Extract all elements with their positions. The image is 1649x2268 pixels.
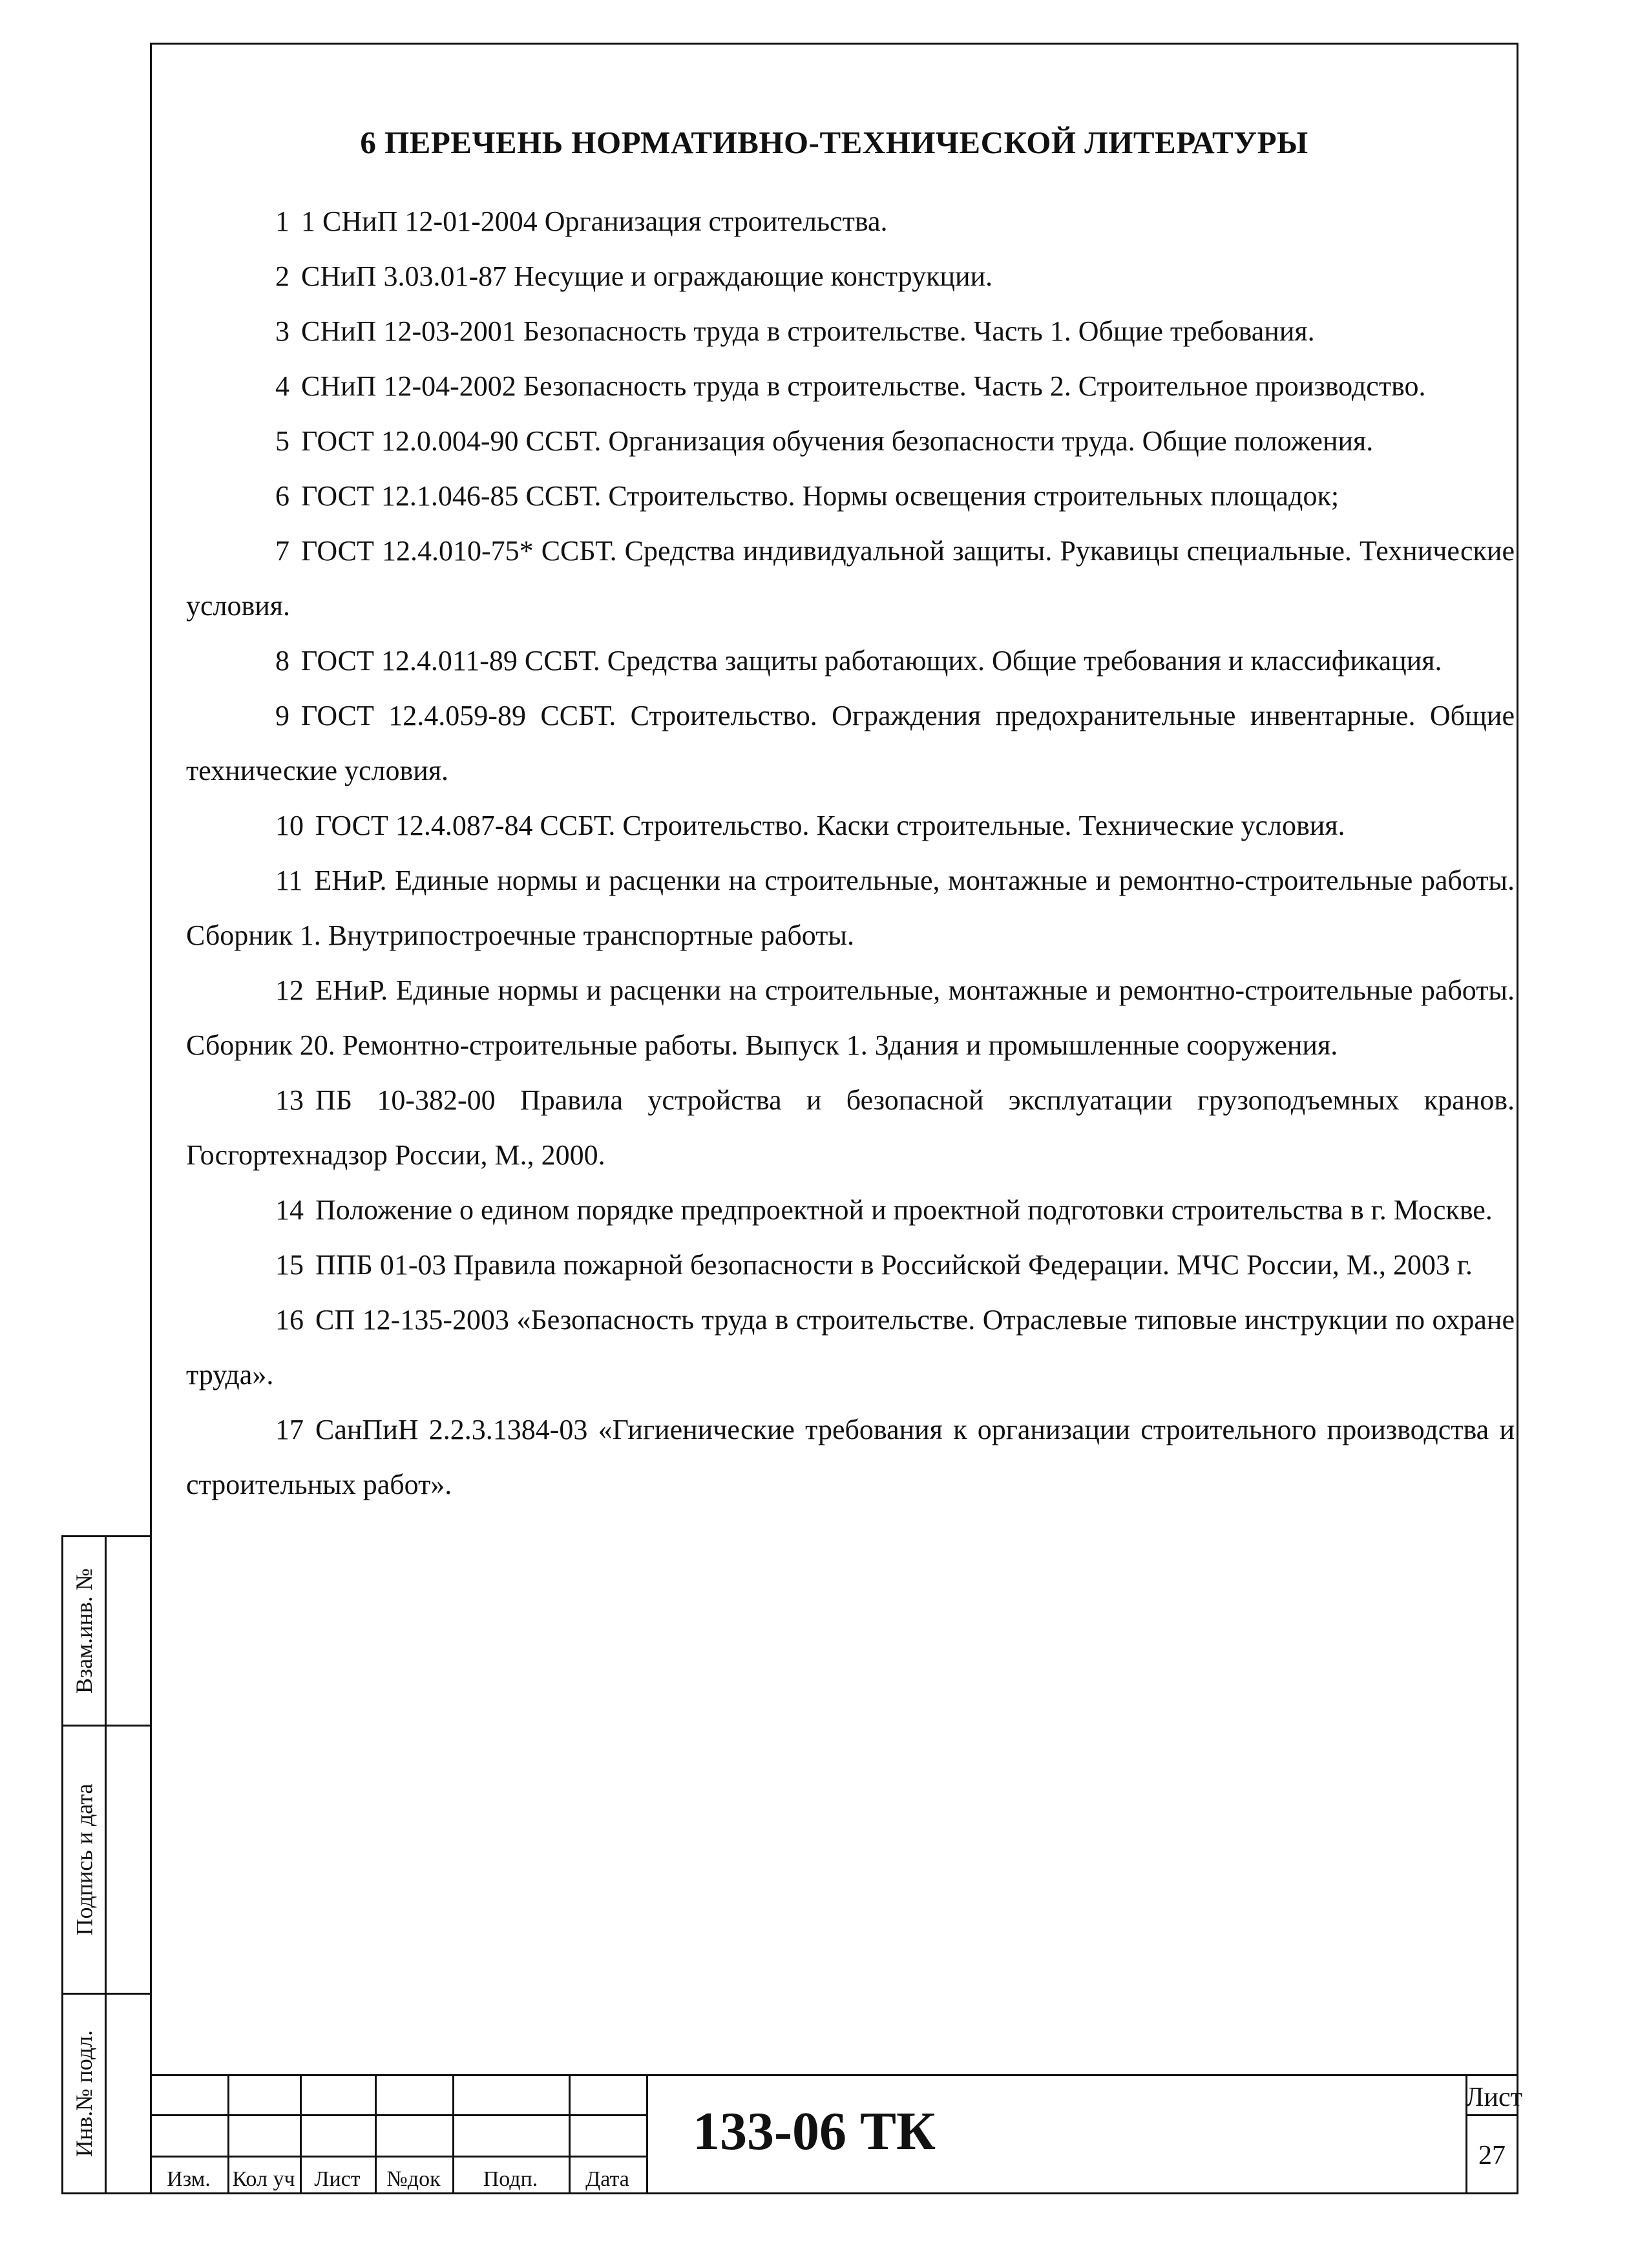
reference-item bbox=[186, 523, 1515, 633]
reference-item bbox=[186, 194, 1515, 249]
reference-item bbox=[186, 304, 1515, 359]
reference-number: 5 bbox=[275, 425, 289, 457]
reference-item bbox=[186, 798, 1515, 853]
reference-text: ГОСТ 12.4.087-84 ССБТ. Строительство. Каски строительные. Технические условия. bbox=[315, 810, 1345, 841]
stamp-original-inventory bbox=[61, 1993, 150, 2194]
reference-item bbox=[186, 853, 1515, 963]
stamp-replaced-inventory bbox=[61, 1535, 150, 1727]
header-date: Дата bbox=[585, 2167, 629, 2191]
stamp-value-cell bbox=[105, 1727, 150, 1993]
reference-number: 7 bbox=[275, 535, 289, 567]
reference-text: ЕНиР. Единые нормы и расценки на строительные, монтажные и ремонтно-строительные работы. Сборник 1. Внутрипостроечные транспортные работы. bbox=[186, 865, 1515, 951]
reference-item bbox=[186, 1073, 1515, 1182]
reference-item bbox=[186, 1292, 1515, 1402]
stamp-value-cell bbox=[105, 1995, 150, 2192]
reference-number: 3 bbox=[275, 315, 289, 347]
header-sheet: Лист bbox=[314, 2167, 361, 2191]
reference-number: 10 bbox=[275, 810, 304, 841]
reference-number: 9 bbox=[275, 700, 289, 731]
reference-text: СП 12-135-2003 «Безопасность труда в строительстве. Отраслевые типовые инструкции по охране труда». bbox=[186, 1304, 1515, 1391]
reference-number: 17 bbox=[275, 1414, 304, 1445]
reference-item bbox=[186, 688, 1515, 798]
header-doc-number: №док bbox=[386, 2167, 441, 2191]
stamp-signature-date bbox=[61, 1725, 150, 1995]
reference-text: СНиП 12-04-2002 Безопасность труда в строительстве. Часть 2. Строительное производство. bbox=[301, 370, 1426, 402]
stamp-label: Взам.инв. № bbox=[71, 1568, 97, 1694]
reference-text: ППБ 01-03 Правила пожарной безопасности в Российской Федерации. МЧС России, М., 2003 г. bbox=[315, 1249, 1473, 1281]
reference-number: 2 bbox=[275, 260, 289, 292]
reference-number: 15 bbox=[275, 1249, 304, 1281]
reference-number: 12 bbox=[275, 974, 304, 1006]
stamp-label: Инв.№ подл. bbox=[71, 2030, 97, 2158]
reference-text: ГОСТ 12.1.046-85 ССБТ. Строительство. Нормы освещения строительных площадок; bbox=[301, 480, 1339, 512]
reference-item bbox=[186, 414, 1515, 468]
reference-list bbox=[186, 194, 1515, 1512]
reference-text: СанПиН 2.2.3.1384-03 «Гигиенические требования к организации строительного производства и строительных работ». bbox=[186, 1414, 1515, 1500]
reference-text: ГОСТ 12.4.010-75* ССБТ. Средства индивидуальной защиты. Рукавицы специальные. Технические условия. bbox=[186, 535, 1515, 622]
reference-text: 1 СНиП 12-01-2004 Организация строительства. bbox=[301, 205, 888, 237]
section-title: 6 ПЕРЕЧЕНЬ НОРМАТИВНО-ТЕХНИЧЕСКОЙ ЛИТЕРАТУРЫ bbox=[360, 125, 1308, 160]
reference-text: СНиП 3.03.01-87 Несущие и ограждающие конструкции. bbox=[301, 260, 993, 292]
stamp-label: Подпись и дата bbox=[71, 1783, 98, 1936]
reference-item bbox=[186, 963, 1515, 1073]
reference-number: 16 bbox=[275, 1304, 304, 1336]
reference-text: СНиП 12-03-2001 Безопасность труда в строительстве. Часть 1. Общие требования. bbox=[301, 315, 1315, 347]
reference-item bbox=[186, 468, 1515, 523]
reference-text: Положение о едином порядке предпроектной и проектной подготовки строительства в г. Москве. bbox=[315, 1194, 1493, 1226]
reference-number: 13 bbox=[275, 1084, 304, 1116]
reference-text: ПБ 10-382-00 Правила устройства и безопасной эксплуатации грузоподъемных кранов. Госгортехнадзор России, М., 2000. bbox=[186, 1084, 1515, 1171]
reference-number: 11 bbox=[275, 865, 303, 896]
reference-item bbox=[186, 633, 1515, 688]
sheet-label: Лист bbox=[1465, 2083, 1522, 2112]
reference-text: ЕНиР. Единые нормы и расценки на строительные, монтажные и ремонтно-строительные работы. Сборник 20. Ремонтно-строительные работы. Выпуск 1. Здания и промышленные сооружения. bbox=[186, 974, 1515, 1061]
header-signature: Подп. bbox=[483, 2167, 538, 2191]
reference-text: ГОСТ 12.4.059-89 ССБТ. Строительство. Ограждения предохранительные инвентарные. Общие технические условия. bbox=[186, 700, 1515, 786]
reference-item bbox=[186, 249, 1515, 304]
document-code: 133-06 ТК bbox=[693, 2101, 936, 2161]
reference-item bbox=[186, 1182, 1515, 1237]
header-revision: Изм. bbox=[167, 2167, 211, 2191]
header-count: Кол уч bbox=[232, 2167, 295, 2191]
reference-item bbox=[186, 359, 1515, 414]
reference-number: 1 bbox=[275, 205, 289, 237]
reference-item bbox=[186, 1237, 1515, 1292]
reference-text: ГОСТ 12.4.011-89 ССБТ. Средства защиты работающих. Общие требования и классификация. bbox=[301, 645, 1442, 677]
reference-item bbox=[186, 1402, 1515, 1512]
reference-text: ГОСТ 12.0.004-90 ССБТ. Организация обучения безопасности труда. Общие положения. bbox=[301, 425, 1374, 457]
reference-number: 6 bbox=[275, 480, 289, 512]
reference-number: 8 bbox=[275, 645, 289, 677]
reference-number: 4 bbox=[275, 370, 289, 402]
sheet-number: 27 bbox=[1478, 2141, 1506, 2170]
reference-number: 14 bbox=[275, 1194, 304, 1226]
stamp-value-cell bbox=[105, 1537, 150, 1725]
